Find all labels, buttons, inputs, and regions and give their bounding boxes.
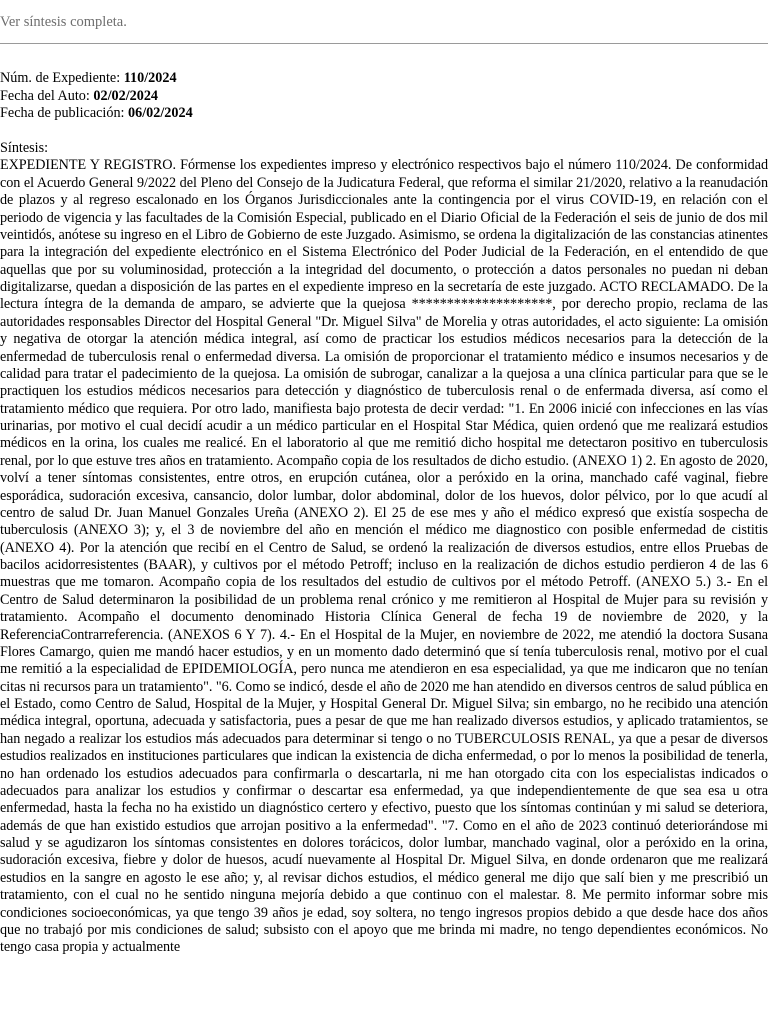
view-full-synopsis-link[interactable]: Ver síntesis completa. (0, 14, 127, 30)
synopsis-text: EXPEDIENTE Y REGISTRO. Fórmense los expedientes impreso y electrónico respectivos bajo el número 110/2024. De conformidad con el Acuerdo General 9/2022 del Pleno del Consejo de la Judicatura Federal, que reforma el similar 21/2020, relativo a la reanudación de plazos y al regreso escalonado en los Órganos Jurisdiccionales ante la contingencia por el virus COVID-19, en relación con el periodo de vigencia y las facultades de la Comisión Especial, publicado en el Diario Oficial de la Federación el seis de junio de dos mil veintidós, anótese su ingreso en el Libro de Gobierno de este Juzgado. Asimismo, se ordena la digitalización de las constancias atinentes para la integración del expediente electrónico en el Sistema Electrónico del Poder Judicial de la Federación, en el entendido de que aquellas que por su voluminosidad, protección a la integridad del documento, o protección a datos personales no puedan ni deban digitalizarse, quedan a disposición de las partes en el expediente impreso en la secretaría de este juzgado. ACTO RECLAMADO. De la lectura íntegra de la demanda de amparo, se advierte que la quejosa ********************, por derecho propio, reclama de las autoridades responsables Director del Hospital General "Dr. Miguel Silva" de Morelia y otras autoridades, el acto siguiente: La omisión y negativa de otorgar la atención médica integral, así como de practicar los estudios médicos necesarios para la detección de la enfermedad de tuberculosis renal o enfermedad diversa. La omisión de proporcionar el tratamiento médico e insumos necesarios y de calidad para tratar el padecimiento de la quejosa. La omisión de subrogar, canalizar a la quejosa a una clínica particular para que se le practiquen los estudios médicos necesarios para detección y diagnóstico de tuberculosis renal o de enfermada diversa, así como el tratamiento médico que requiera. Por otro lado, manifiesta bajo protesta de decir verdad: "1. En 2006 inicié con infecciones en las vías urinarias, por motivo el cual decidí acudir a un médico particular en el Hospital Star Médica, quien ordenó que me realizará estudios médicos en la orina, los cuales me realicé. En el laboratorio al que me remitió dicho hospital me detectaron positivo en tuberculosis renal, por lo que estuve tres años en tratamiento. Acompaño copia de los resultados de dicho estudio. (ANEXO 1) 2. En agosto de 2020, volví a tener síntomas consistentes, entre otros, en erupción cutánea, olor a peróxido en la orina, manchado café vaginal, fiebre esporádica, sudoración excesiva, cansancio, dolor lumbar, dolor abdominal, dolor de los huevos, dolor pélvico, por lo que acudí al centro de salud Dr. Juan Manuel Gonzales Ureña (ANEXO 2). El 25 de ese mes y año el médico expresó que existía sospecha de tuberculosis (ANEXO 3); y, el 3 de noviembre del año en mención el médico me diagnostico con posible enfermedad de cistitis (ANEXO 4). Por la atención que recibí en el Centro de Salud, se ordenó la realización de diversos estudios, entre ellos Pruebas de bacilos acidorresistentes (BAAR), y cultivos por el método Petroff; incluso en la realización de dichos estudio perdieron 4 de las 6 muestras que me tomaron. Acompaño copia de los resultados del estudio de cultivos por el método Petroff. (ANEXO 5.) 3.- En el Centro de Salud determinaron la posibilidad de un problema renal crónico y me remitieron al Hospital de Mujer para su revisión y tratamiento. Acompaño el documento denominado Historia Clínica General de fecha 19 de noviembre de 2020, y la ReferenciaContrarreferencia. (ANEXOS 6 Y 7). 4.- En el Hospital de la Mujer, en noviembre de 2022, me atendió la doctora Susana Flores Camargo, quien me mandó hacer estudios, y en un momento dado determinó que sí tenía tuberculosis renal, motivo por el cual me remitió a la especialidad de EPIDEMIOLOGÍA, pero nunca me atendieron en esa especialidad, ya que me indicaron que no tenían citas ni recursos para un tratamiento". "6. Como se indicó, desde el año de 2020 me han atendido en diversos centros de salud pública en el Estado, como Centro de Salud, Hospital de la Mujer, y Hospital General Dr. Miguel Silva; sin embargo, no he recibido una atención médica integral, oportuna, adecuada y satisfactoria, pues a pesar de que me han realizado diversos estudios, y aplicado tratamientos, se han negado a realizar los estudios más adecuados para determinar si tengo o no TUBERCULOSIS RENAL, ya que a pesar de diversos estudios realizados en instituciones particulares que indican la existencia de dicha enfermedad, o por lo menos la posibilidad de tenerla, no han ordenado los estudios adecuados para confirmarla o descartarla, ni me han otorgado cita con los especialistas indicados o adecuados para analizar los estudios y confirmar o descartar esa enfermedad, ya que independientemente de que sea esa u otra enfermedad, hasta la fecha no ha existido un diagnóstico certero y efectivo, puesto que los síntomas continúan y mi salud se deteriora, además de que han existido estudios que arrojan positivo a la enfermedad". "7. Como en el año de 2023 continuó deteriorándose mi salud y se agudizaron los síntomas consistentes en dolores torácicos, dolor lumbar, manchado vaginal, olor a peróxido en la orina, sudoración excesiva, fiebre y dolor de huesos, acudí nuevamente al Hospital Dr. Miguel Silva, en donde ordenaron que me realizará estudios en la sangre en agosto le ese año; y, al revisar dichos estudios, el médico general me dijo que salí bien y me prescribió un tratamiento, con el cual no he sentido ninguna mejoría debido a que continuo con el malestar. 8. Me permito informar sobre mis condiciones socioeconómicas, ya que tengo 39 años je edad, soy soltera, no tengo ingresos propios debido a que desde hace dos años que no trabajó por mis condiciones de salud; subsisto con el apoyo que me brinda mi madre, no tengo dependientes económicos. No tengo casa propia y actualmente (0, 157, 768, 956)
publication-date-row (0, 105, 768, 123)
synopsis-section (0, 140, 768, 957)
auto-date-value: 02/02/2024 (93, 87, 159, 104)
auto-date-row (0, 88, 768, 106)
expediente-label: Núm. de Expediente: (0, 70, 121, 86)
auto-date-label: Fecha del Auto: (0, 87, 90, 104)
publication-date-value: 06/02/2024 (128, 105, 193, 121)
expediente-row (0, 70, 768, 88)
header-divider (0, 43, 768, 44)
synopsis-label: Síntesis: (0, 140, 49, 156)
case-metadata (0, 70, 768, 123)
publication-date-label: Fecha de publicación: (0, 105, 125, 121)
expediente-value: 110/2024 (123, 70, 177, 86)
